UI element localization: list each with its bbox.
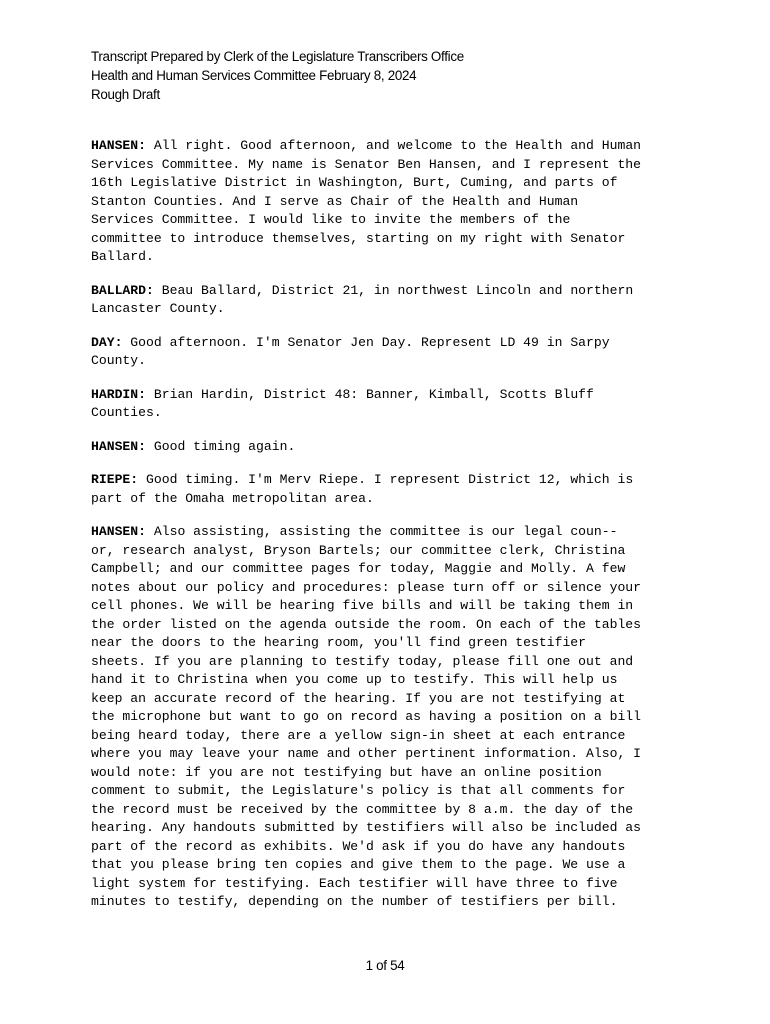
- speaker-name: RIEPE:: [91, 472, 139, 487]
- transcript-paragraph: [91, 137, 691, 267]
- speech-text: Beau Ballard, District 21, in northwest Lincoln and northern Lancaster County.: [91, 282, 634, 316]
- header-committee-date: Health and Human Services Committee February 8, 2024: [91, 68, 417, 83]
- transcript-paragraph: [91, 471, 691, 508]
- page-number: 1 of 54: [365, 958, 405, 973]
- speaker-name: HARDIN:: [91, 386, 147, 402]
- speech-text: Good timing again.: [146, 438, 296, 454]
- document-header: [91, 47, 464, 104]
- speaker-name: HANSEN:: [91, 438, 147, 454]
- transcript-paragraph: [91, 386, 691, 423]
- speaker-name: BALLARD:: [91, 282, 154, 298]
- transcript-paragraph: [91, 282, 691, 319]
- transcript-paragraph: [91, 334, 691, 371]
- speaker-name: HANSEN:: [91, 138, 147, 153]
- speaker-name: HANSEN:: [91, 524, 147, 539]
- header-draft-status: Rough Draft: [91, 87, 160, 102]
- speech-text: All right. Good afternoon, and welcome to the Health and Human Services Committee. My name is Senator Ben Hansen, and I represent the 16th Legislative District in Washington, Burt, Cuming, and parts of Stanton Counties. And I serve as Chair of the Health and Human Services Committee. I would like to invite the members of the committee to introduce themselves, starting on my right with Senator Ballard.: [91, 138, 642, 264]
- speech-text: Also assisting, assisting the committee is our legal coun-- or, research analyst, Bryson Bartels; our committee clerk, Christina Campbell; and our committee pages for today, Maggie and Molly. A few notes about our policy and procedures: please turn off or silence your cell phones. We will be hearing five bills and will be taking them in the order listed on the agenda outside the room. On each of the tables near the doors to the hearing room, you'll find green testifier sheets. If you are planning to testify today, please fill one out and hand it to Christina when you come up to testify. This will help us keep an accurate record of the hearing. If you are not testifying at the microphone but want to go on record as having a position on a bill being heard today, there are a yellow sign-in sheet at each entrance where you may leave your name and other pertinent information. Also, I would note: if you are not testifying but have an online position comment to submit, the Legislature's policy is that all comments for the record must be received by the committee by 8 a.m. the day of the hearing. Any handouts submitted by testifiers will also be included as part of the record as exhibits. We'd ask if you do have any handouts that you please bring ten copies and give them to the page. We use a light system for testifying. Each testifier will have three to five minutes to testify, depending on the number of testifiers per bill.: [91, 524, 642, 909]
- transcript-body: [91, 137, 691, 927]
- transcript-paragraph: [91, 523, 691, 912]
- speaker-name: DAY:: [91, 334, 123, 350]
- speech-text: Good timing. I'm Merv Riepe. I represent District 12, which is part of the Omaha metropolitan area.: [91, 472, 634, 506]
- speech-text: Brian Hardin, District 48: Banner, Kimball, Scotts Bluff Counties.: [91, 386, 594, 420]
- speech-text: Good afternoon. I'm Senator Jen Day. Represent LD 49 in Sarpy County.: [91, 334, 610, 368]
- transcript-paragraph: [91, 438, 691, 457]
- header-title: Transcript Prepared by Clerk of the Legislature Transcribers Office: [91, 49, 464, 64]
